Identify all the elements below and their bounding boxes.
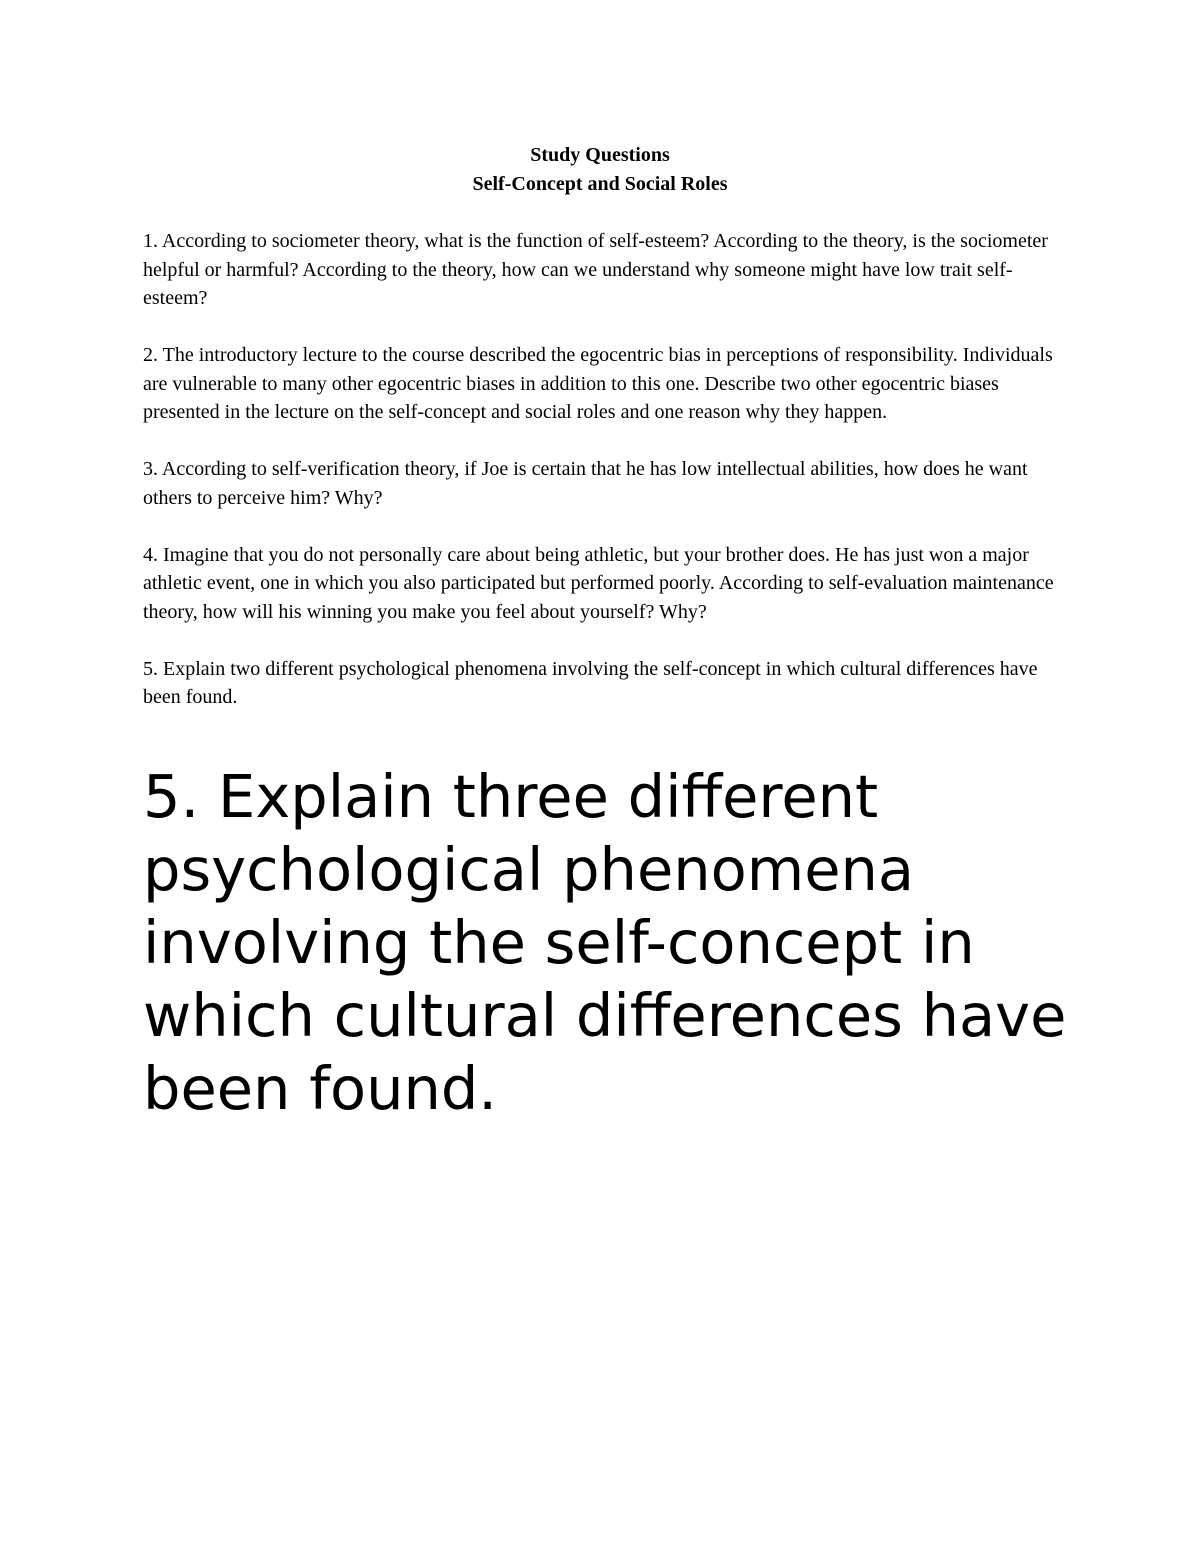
large-question-5: 5. Explain three different psychological phenomena involving the self-concept in which cultural differences have been found. xyxy=(143,762,1067,1123)
title-block xyxy=(0,141,1200,199)
questions-list xyxy=(143,227,1063,712)
question-3: 3. According to self-verification theory, if Joe is certain that he has low intellectual abilities, how does he want others to perceive him? Why? xyxy=(143,458,1028,509)
question-1: 1. According to sociometer theory, what is the function of self-esteem? According to the theory, is the sociometer helpful or harmful? According to the theory, how can we understand why someone might have low trait self-esteem? xyxy=(143,230,1048,309)
question-5: 5. Explain two different psychological phenomena involving the self-concept in which cultural differences have been found. xyxy=(143,657,1038,708)
document-subtitle: Self-Concept and Social Roles xyxy=(472,173,728,195)
document-title: Study Questions xyxy=(530,144,670,166)
question-4: 4. Imagine that you do not personally care about being athletic, but your brother does. He has just won a major athletic event, one in which you also participated but performed poorly. According to self-evaluation maintenance theory, how will his winning you make you feel about yourself? Why? xyxy=(143,543,1054,623)
question-2: 2. The introductory lecture to the course described the egocentric bias in perceptions of responsibility. Individuals are vulnerable to many other egocentric biases in addition to this one. Describe two other egocentric biases presented in the lecture on the self-concept and social roles and one reason why they happen. xyxy=(143,344,1053,423)
